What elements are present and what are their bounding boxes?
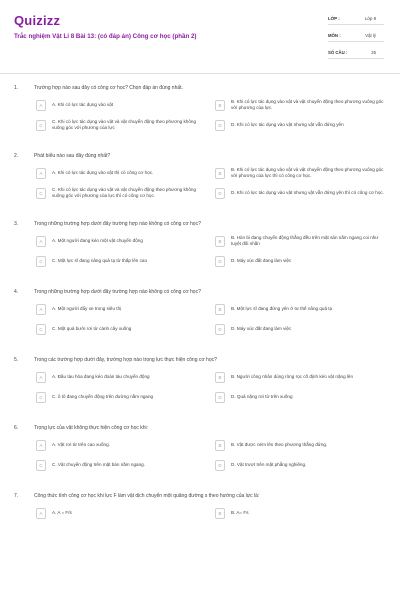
option-text: D. Máy xúc đất đang làm việc <box>231 326 292 332</box>
option-letter-badge: A <box>36 168 46 179</box>
option-d[interactable] <box>215 254 386 268</box>
option-text: A. A = ⁠F/s <box>52 510 72 516</box>
option-text: D. Khi có lực tác dụng vào vật nhưng vật vẫn đứng yên thì có công cơ học. <box>231 190 384 196</box>
option-text: A. Một người đang kéo một vật chuyển động <box>52 238 143 244</box>
option-a[interactable] <box>36 370 207 384</box>
option-text: C. Khi có lực tác dụng vào vật và vật chuyển động theo phương không vuông góc với phương của lực thì có công cơ học. <box>52 187 197 198</box>
question-number: 6. <box>14 425 19 431</box>
option-letter-badge: B <box>215 168 225 179</box>
option-text: A. Khi có lực tác dụng vào vật <box>52 102 114 108</box>
question-text: Trong những trường hợp dưới đây trường hợp nào không có công cơ học? <box>34 221 201 227</box>
option-text: A. Đầu tàu hỏa đang kéo đoàn tàu chuyển động <box>52 374 150 380</box>
option-text: A. Khi có lực tác dụng vào vật thì có công cơ học. <box>52 170 154 176</box>
meta-value: Vật lý <box>365 32 376 38</box>
option-c[interactable] <box>36 458 207 472</box>
option-text: C. Một quả bưởi rơi từ cành cây xuống <box>52 326 132 332</box>
question-number: 5. <box>14 357 19 363</box>
option-b[interactable] <box>215 302 386 316</box>
question-4 <box>0 282 400 336</box>
option-text: D. Quả nặng rơi từ trên xuống <box>231 394 293 400</box>
option-c[interactable] <box>36 118 207 132</box>
option-b[interactable] <box>215 506 386 520</box>
option-text: D. Khi có lực tác dụng vào vật nhưng vật vẫn đứng yên <box>231 122 344 128</box>
option-b[interactable] <box>215 166 386 180</box>
meta-value: Lớp 8 <box>364 15 376 21</box>
question-1 <box>0 78 400 132</box>
option-a[interactable] <box>36 234 207 248</box>
option-a[interactable] <box>36 302 207 316</box>
option-text: D. Vật trượt trên mặt phẳng nghiêng. <box>231 462 307 468</box>
question-5 <box>0 350 400 404</box>
option-c[interactable] <box>36 186 207 200</box>
option-text: B. Khi có lực tác dụng vào vật và vật chuyển động theo phương vuông góc với phương của lực. <box>231 99 384 110</box>
option-letter-badge: C <box>36 324 46 335</box>
option-text: D. Máy xúc đất đang làm việc <box>231 258 292 264</box>
meta-value: 25 <box>371 49 376 55</box>
option-letter-badge: A <box>36 440 46 451</box>
option-a[interactable] <box>36 166 207 180</box>
option-letter-badge: B <box>215 508 225 519</box>
option-c[interactable] <box>36 390 207 404</box>
option-letter-badge: A <box>36 508 46 519</box>
option-letter-badge: D <box>215 256 225 267</box>
meta-row-grade <box>328 12 384 25</box>
option-letter-badge: D <box>215 392 225 403</box>
option-text: B. Hòn bi đang chuyển động thẳng đều trên mặt sàn nằm ngang coi như tuyệt đối nhẵn <box>231 235 379 246</box>
question-list <box>0 78 400 534</box>
option-letter-badge: B <box>215 372 225 383</box>
meta-key: LỚP : <box>328 15 340 21</box>
meta-row-subject <box>328 29 384 42</box>
option-letter-badge: B <box>215 440 225 451</box>
option-d[interactable] <box>215 118 386 132</box>
option-d[interactable] <box>215 390 386 404</box>
question-6 <box>0 418 400 472</box>
meta-key: MÔN : <box>328 32 341 38</box>
option-letter-badge: A <box>36 372 46 383</box>
question-number: 3. <box>14 221 19 227</box>
option-letter-badge: C <box>36 392 46 403</box>
option-c[interactable] <box>36 322 207 336</box>
question-7 <box>0 486 400 520</box>
question-3 <box>0 214 400 268</box>
option-d[interactable] <box>215 186 386 200</box>
option-text: B. Khi có lực tác dụng vào vật và vật chuyển động theo phương vuông góc với phương của lực thì có công cơ học. <box>231 167 384 178</box>
meta-key: SỐ CÂU : <box>328 49 348 55</box>
option-text: B. Vật được ném lên theo phương thẳng đứng. <box>231 442 328 448</box>
meta-panel <box>328 12 384 63</box>
option-letter-badge: B <box>215 100 225 111</box>
option-letter-badge: D <box>215 120 225 131</box>
option-text: A. Một người đẩy xe trong siêu thị <box>52 306 122 312</box>
option-a[interactable] <box>36 438 207 452</box>
question-text: Trong các trường hợp dưới đây, trường hợp nào trọng lực thực hiện công cơ học? <box>34 357 217 363</box>
option-text: A. Vật rơi từ trên cao xuống. <box>52 442 110 448</box>
option-a[interactable] <box>36 506 207 520</box>
option-b[interactable] <box>215 98 386 112</box>
option-text: B. Người công nhân dùng ròng rọc cố định kéo vật nặng lên <box>231 374 354 380</box>
question-number: 4. <box>14 289 19 295</box>
option-b[interactable] <box>215 438 386 452</box>
quizizz-logo: Quizizz <box>14 13 61 28</box>
option-d[interactable] <box>215 322 386 336</box>
option-b[interactable] <box>215 370 386 384</box>
option-letter-badge: A <box>36 100 46 111</box>
header-divider <box>0 73 400 74</box>
question-text: Công thức tính công cơ học khi lực F làm vật dịch chuyển một quãng đường s theo hướng của lực là: <box>34 493 260 499</box>
option-letter-badge: A <box>36 304 46 315</box>
worksheet-header <box>0 0 400 62</box>
option-letter-badge: D <box>215 324 225 335</box>
option-c[interactable] <box>36 254 207 268</box>
option-letter-badge: B <box>215 304 225 315</box>
question-number: 1. <box>14 85 19 91</box>
option-letter-badge: B <box>215 236 225 247</box>
option-text: C. Vật chuyển động trên mặt bàn nằm ngang. <box>52 462 145 468</box>
meta-row-count <box>328 46 384 59</box>
option-letter-badge: C <box>36 120 46 131</box>
option-letter-badge: D <box>215 460 225 471</box>
option-a[interactable] <box>36 98 207 112</box>
option-letter-badge: A <box>36 236 46 247</box>
option-text: C. Khi có lực tác dụng vào vật và vật chuyển động theo phương không vuông góc với phương của lực <box>52 119 197 130</box>
option-d[interactable] <box>215 458 386 472</box>
option-b[interactable] <box>215 234 386 248</box>
option-letter-badge: D <box>215 188 225 199</box>
question-2 <box>0 146 400 200</box>
question-number: 7. <box>14 493 19 499</box>
option-letter-badge: C <box>36 256 46 267</box>
worksheet-title: Trắc nghiệm Vật Lí 8 Bài 13: (có đáp án) Công cơ học (phần 2) <box>14 33 197 40</box>
option-text: C. Một lực sĩ đang nâng quả tạ từ thấp lên cao <box>52 258 148 264</box>
question-text: Phát biểu nào sau đây đúng nhất? <box>34 153 111 159</box>
question-text: Trọng lực của vật không thực hiện công cơ học khi: <box>34 425 149 431</box>
option-text: B. Một lực sĩ đang đứng yên ở tư thế nâng quả tạ <box>231 306 333 312</box>
question-number: 2. <box>14 153 19 159</box>
option-letter-badge: C <box>36 460 46 471</box>
option-text: B. A= Fs <box>231 510 249 516</box>
option-text: C. ô tô đang chuyển động trên đường nằm ngang <box>52 394 154 400</box>
question-text: Trong những trường hợp dưới đây trường hợp nào không có công cơ học? <box>34 289 201 295</box>
option-letter-badge: C <box>36 188 46 199</box>
question-text: Trường hợp nào sau đây có công cơ học? Chọn đáp án đúng nhất. <box>34 85 183 91</box>
